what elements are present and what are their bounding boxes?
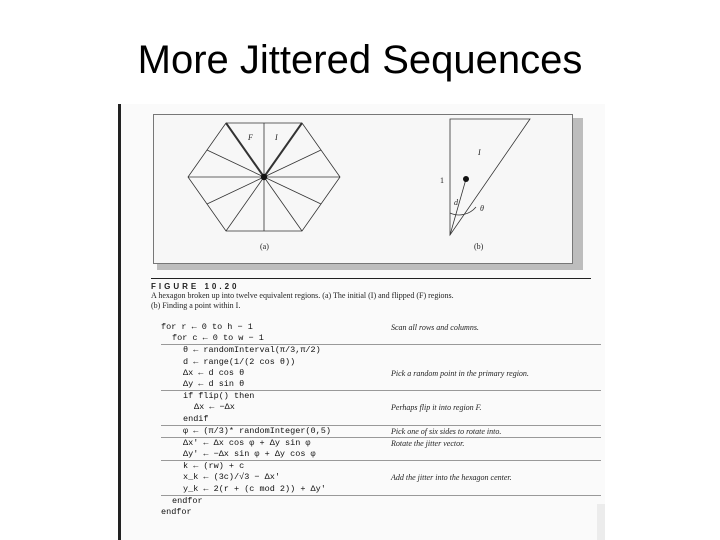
scan-edge [597,504,605,540]
code-comment: Rotate the jitter vector. [391,438,465,448]
code-text: Δx ← d cos θ [183,367,245,378]
panel-a-caption: (a) [260,242,269,251]
code-line [161,484,601,496]
code-line [161,461,601,472]
code-line [161,438,601,449]
code-line [161,368,601,379]
figure-illustration [154,115,572,263]
code-text: θ ← randomInterval(π/3,π/2) [183,345,321,356]
caption-rule [151,278,591,279]
code-line [161,449,601,461]
code-text: y_k ← 2(r + (c mod 2)) + Δy′ [183,483,326,494]
code-line [161,391,601,402]
slide-title: More Jittered Sequences [137,38,583,82]
triangle-region-label: I [478,148,481,157]
triangle-diagram [450,119,530,235]
code-text: for r ← 0 to h − 1 [161,322,253,332]
triangle-side-label: 1 [440,176,444,185]
code-line [161,414,601,426]
code-line [161,345,601,356]
figure-number: FIGURE 10.20 [151,282,240,291]
figure-caption [151,278,591,311]
jitter-point [463,176,469,182]
figure-panel [153,114,573,264]
code-comment: Add the jitter into the hexagon center. [391,473,512,483]
code-text: endfor [161,507,192,517]
distance-label: d [454,198,458,207]
code-text: Δy ← d sin θ [183,378,245,389]
code-line [161,379,601,391]
angle-label: θ [480,204,484,213]
code-line [161,333,601,345]
caption-line-1: A hexagon broken up into twelve equivalent regions. (a) The initial (I) and flipped (F) regions. [151,291,454,300]
region-i-label: I [275,133,278,142]
code-text: Δx′ ← Δx cos φ + Δy sin φ [183,437,311,448]
code-comment: Perhaps flip it into region F. [391,403,482,413]
code-line [161,402,601,413]
code-text: φ ← (π/3)* randomInteger(0,5) [183,425,331,436]
code-comment: Scan all rows and columns. [391,323,479,332]
code-line [161,472,601,483]
code-text: x_k ← (3c)/√3 − Δx′ [183,472,280,483]
panel-b-caption: (b) [474,242,484,251]
region-f-label: F [248,133,253,142]
code-text: for c ← 0 to w − 1 [172,333,264,344]
code-text: endfor [172,495,203,506]
pseudocode-listing [161,322,601,518]
code-text: endif [183,413,209,424]
code-text: Δx ← −Δx [194,402,235,413]
code-line [161,322,601,333]
code-comment: Pick a random point in the primary region. [391,368,529,378]
code-text: k ← (rw) + c [183,461,245,472]
code-line [161,496,601,507]
code-line [161,357,601,368]
code-text: Δy′ ← −Δx sin φ + Δy cos φ [183,449,316,460]
code-text: d ← range(1/(2 cos θ)) [183,356,296,367]
figure-shadow-bottom [157,264,583,270]
code-line [161,426,601,438]
figure-shadow [573,118,583,268]
hexagon-center-point [261,174,267,180]
code-line [161,507,601,518]
caption-line-2: (b) Finding a point within I. [151,301,241,310]
scanned-figure-page [118,104,605,540]
code-comment: Pick one of six sides to rotate into. [391,426,502,436]
code-text: if flip() then [183,391,255,402]
